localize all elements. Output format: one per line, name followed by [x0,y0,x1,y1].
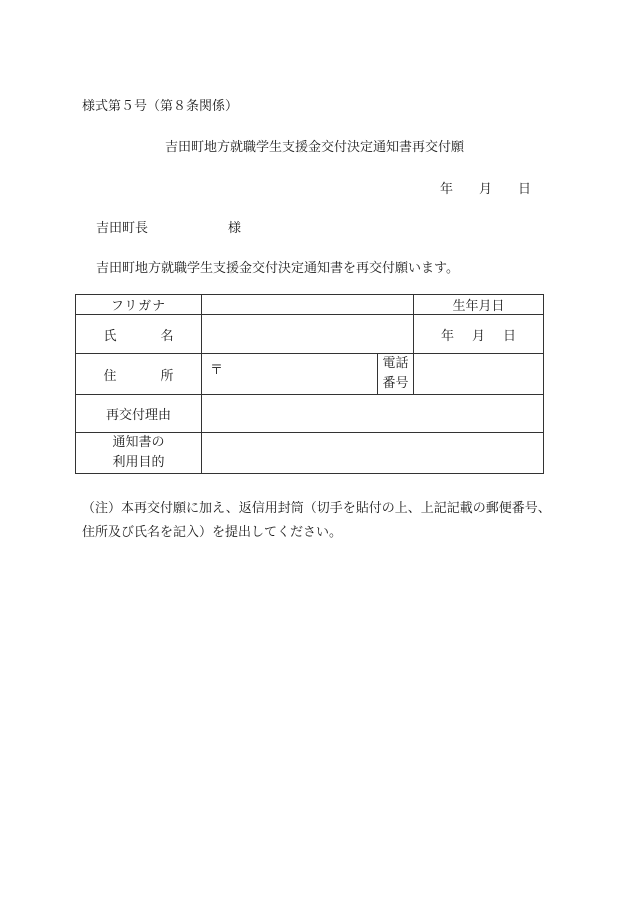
request-text: 吉田町地方就職学生支援金交付決定通知書を再交付願います。 [96,261,459,276]
table-row-address [76,354,544,395]
table-row-furigana [76,295,544,315]
reason-field[interactable] [202,395,544,433]
birth-date-field[interactable] [414,315,544,354]
name-field[interactable] [202,315,414,354]
address-label: 住所 [76,354,202,395]
birth-year: 年 [440,328,454,344]
date-month: 月 [479,182,493,197]
name-label: 氏名 [76,315,202,354]
note [82,497,552,545]
furigana-field[interactable] [202,295,414,315]
form-number: 様式第５号（第８条関係） [82,99,239,114]
furigana-label: フリガナ [76,295,202,315]
application-table [75,294,544,474]
birth-month: 月 [471,328,485,344]
birth-label: 生年月日 [414,295,544,315]
note-line-2: 住所及び氏名を記入）を提出してください。 [82,525,343,540]
date-line [440,178,531,197]
table-row-purpose [76,433,544,474]
purpose-field[interactable] [202,433,544,474]
phone-label: 電話 番号 [378,354,414,395]
date-year: 年 [440,182,454,197]
reason-label: 再交付理由 [76,395,202,433]
phone-field[interactable] [414,354,544,395]
table-row-name [76,315,544,354]
postal-mark: 〒 [210,362,224,378]
birth-day: 日 [503,328,517,344]
addressee-honorific: 様 [228,221,242,236]
address-field[interactable] [202,354,378,395]
table-row-reason [76,395,544,433]
purpose-label: 通知書の 利用目的 [76,433,202,474]
date-day: 日 [518,182,532,197]
addressee [96,217,241,236]
document-title: 吉田町地方就職学生支援金交付決定通知書再交付願 [165,140,465,155]
addressee-name: 吉田町長 [96,221,149,236]
note-line-1: （注）本再交付願に加え、返信用封筒（切手を貼付の上、上記記載の郵便番号、 [82,501,551,516]
